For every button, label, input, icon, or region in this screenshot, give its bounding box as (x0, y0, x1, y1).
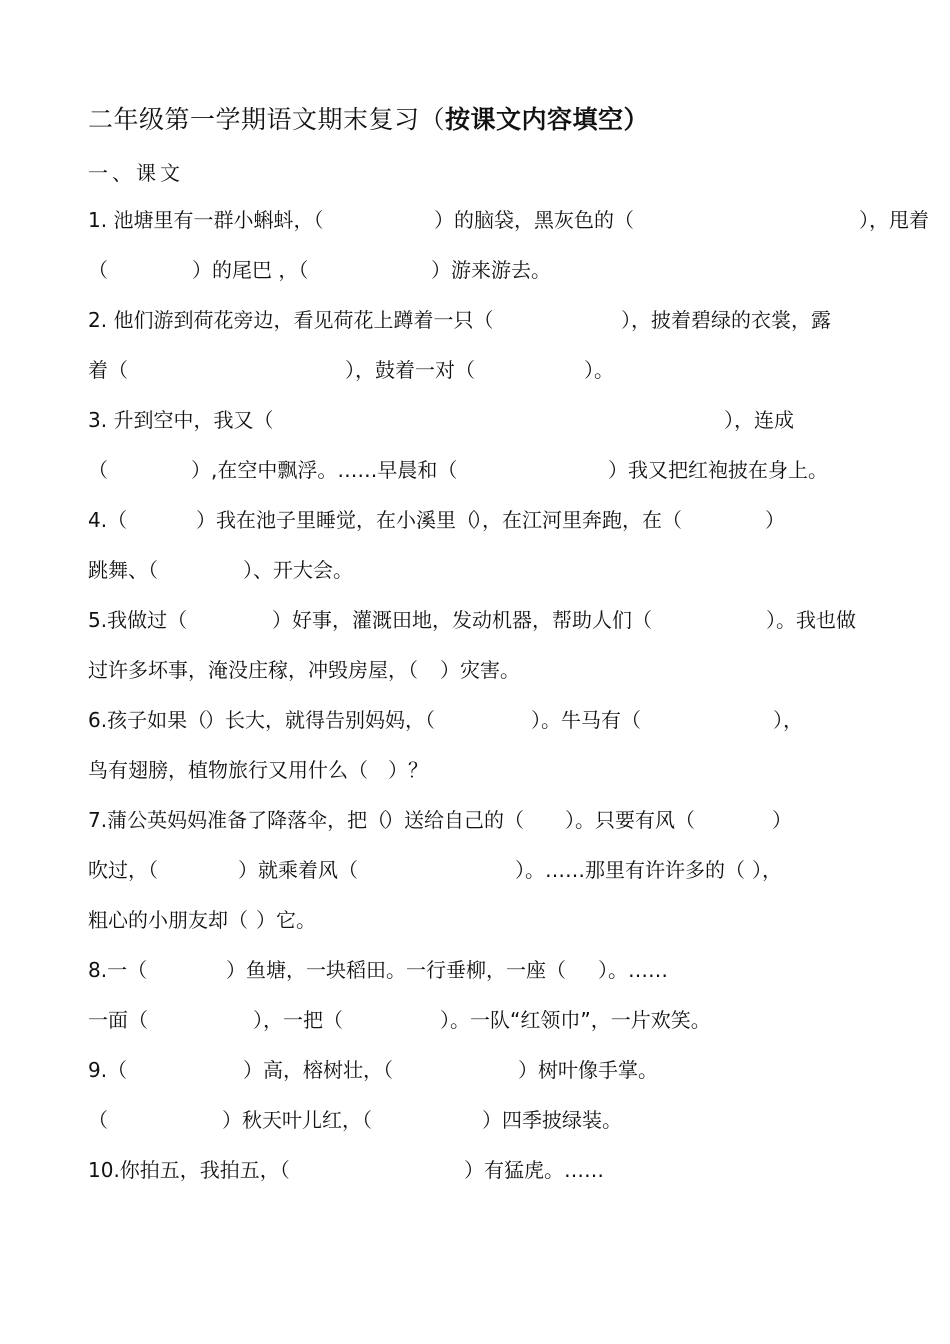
text-segment: ）。一队“红领巾”，一片欢笑。 (440, 1008, 711, 1032)
text-segment: ），在江河里奔跑，在（ (472, 508, 682, 532)
text-segment: ）？ (388, 758, 428, 782)
text-segment: 4.（ (88, 508, 128, 532)
text-segment: （ (88, 458, 108, 482)
text-segment: ）。……那里有许许多的（ (515, 858, 745, 882)
text-segment: ）。 (584, 358, 614, 382)
text-segment: 8.一（ (88, 958, 148, 982)
text-segment: ）游来游去。 (431, 258, 551, 282)
text-segment: ）我又把红袍披在身上。 (608, 458, 828, 482)
text-segment: 10.你拍五，我拍五，（ (88, 1158, 290, 1182)
text-segment: ）。牛马有（ (531, 708, 641, 732)
text-segment: ）的尾巴 ，（ (192, 258, 309, 282)
text-segment: ），鼓着一对（ (345, 358, 475, 382)
text-segment: ），一把（ (253, 1008, 343, 1032)
text-segment: 2. 他们游到荷花旁边，看见荷花上蹲着一只（ (88, 308, 494, 332)
text-segment: （ (88, 1108, 108, 1132)
text-segment: ）树叶像手掌。 (518, 1058, 658, 1082)
text-segment: 5.我做过（ (88, 608, 188, 632)
text-segment: 跳舞、（ (88, 558, 158, 582)
text-segment: ）。我也做 (766, 608, 856, 632)
text-segment: ）。…… (598, 958, 668, 982)
text-segment: 6.孩子如果（ (88, 708, 208, 732)
text-segment: ）它。 (256, 908, 316, 932)
text-segment: ）鱼塘，一块稻田。一行垂柳，一座（ (226, 958, 566, 982)
text-segment: ） (772, 808, 792, 832)
text-segment: 过许多坏事，淹没庄稼，冲毁房屋，（ (88, 658, 418, 682)
section-heading: 一、课文 (88, 161, 184, 185)
title-part1: 二年级第一学期语文期末复习（ (88, 105, 446, 134)
text-segment: ）有猛虎。…… (464, 1158, 604, 1182)
text-segment: 粗心的小朋友却（ (88, 908, 248, 932)
text-segment: ）我在池子里睡觉，在小溪里（ (196, 508, 476, 532)
text-segment: ）， (752, 858, 782, 882)
page-title (88, 100, 649, 136)
text-segment: ）长大，就得告别妈妈，（ (205, 708, 435, 732)
text-segment: 3. 升到空中，我又（ (88, 408, 274, 432)
text-segment: ） (765, 508, 785, 532)
title-part2: 按课文内容填空） (445, 105, 650, 134)
text-segment: 一面（ (88, 1008, 148, 1032)
text-segment: ）高，榕树壮，（ (243, 1058, 393, 1082)
text-segment: ）秋天叶儿红，（ (222, 1108, 372, 1132)
text-segment: ），披着碧绿的衣裳，露 (621, 308, 831, 332)
text-segment: ）， (773, 708, 803, 732)
text-segment: ）四季披绿装。 (482, 1108, 622, 1132)
text-segment: 鸟有翅膀，植物旅行又用什么（ (88, 758, 368, 782)
text-segment: ）送给自己的（ (384, 808, 524, 832)
text-segment: ）就乘着风（ (238, 858, 358, 882)
text-segment: ）好事，灌溉田地，发动机器，帮助人们（ (272, 608, 652, 632)
text-segment: ），甩着 (859, 208, 929, 232)
text-segment: ）的脑袋，黑灰色的（ (434, 208, 634, 232)
text-segment: 着（ (88, 358, 128, 382)
text-segment: （ (88, 258, 108, 282)
text-segment: 1. 池塘里有一群小蝌蚪，（ (88, 208, 324, 232)
text-segment: 9.（ (88, 1058, 128, 1082)
text-segment: 吹过，（ (88, 858, 158, 882)
text-segment: ），连成 (724, 408, 794, 432)
text-segment: ）、开大会。 (243, 558, 353, 582)
text-segment: ）,在空中飘浮。……早晨和（ (191, 458, 458, 482)
text-segment: ）。只要有风（ (565, 808, 695, 832)
text-segment: ）灾害。 (440, 658, 520, 682)
text-segment: 7.蒲公英妈妈准备了降落伞，把（ (88, 808, 388, 832)
